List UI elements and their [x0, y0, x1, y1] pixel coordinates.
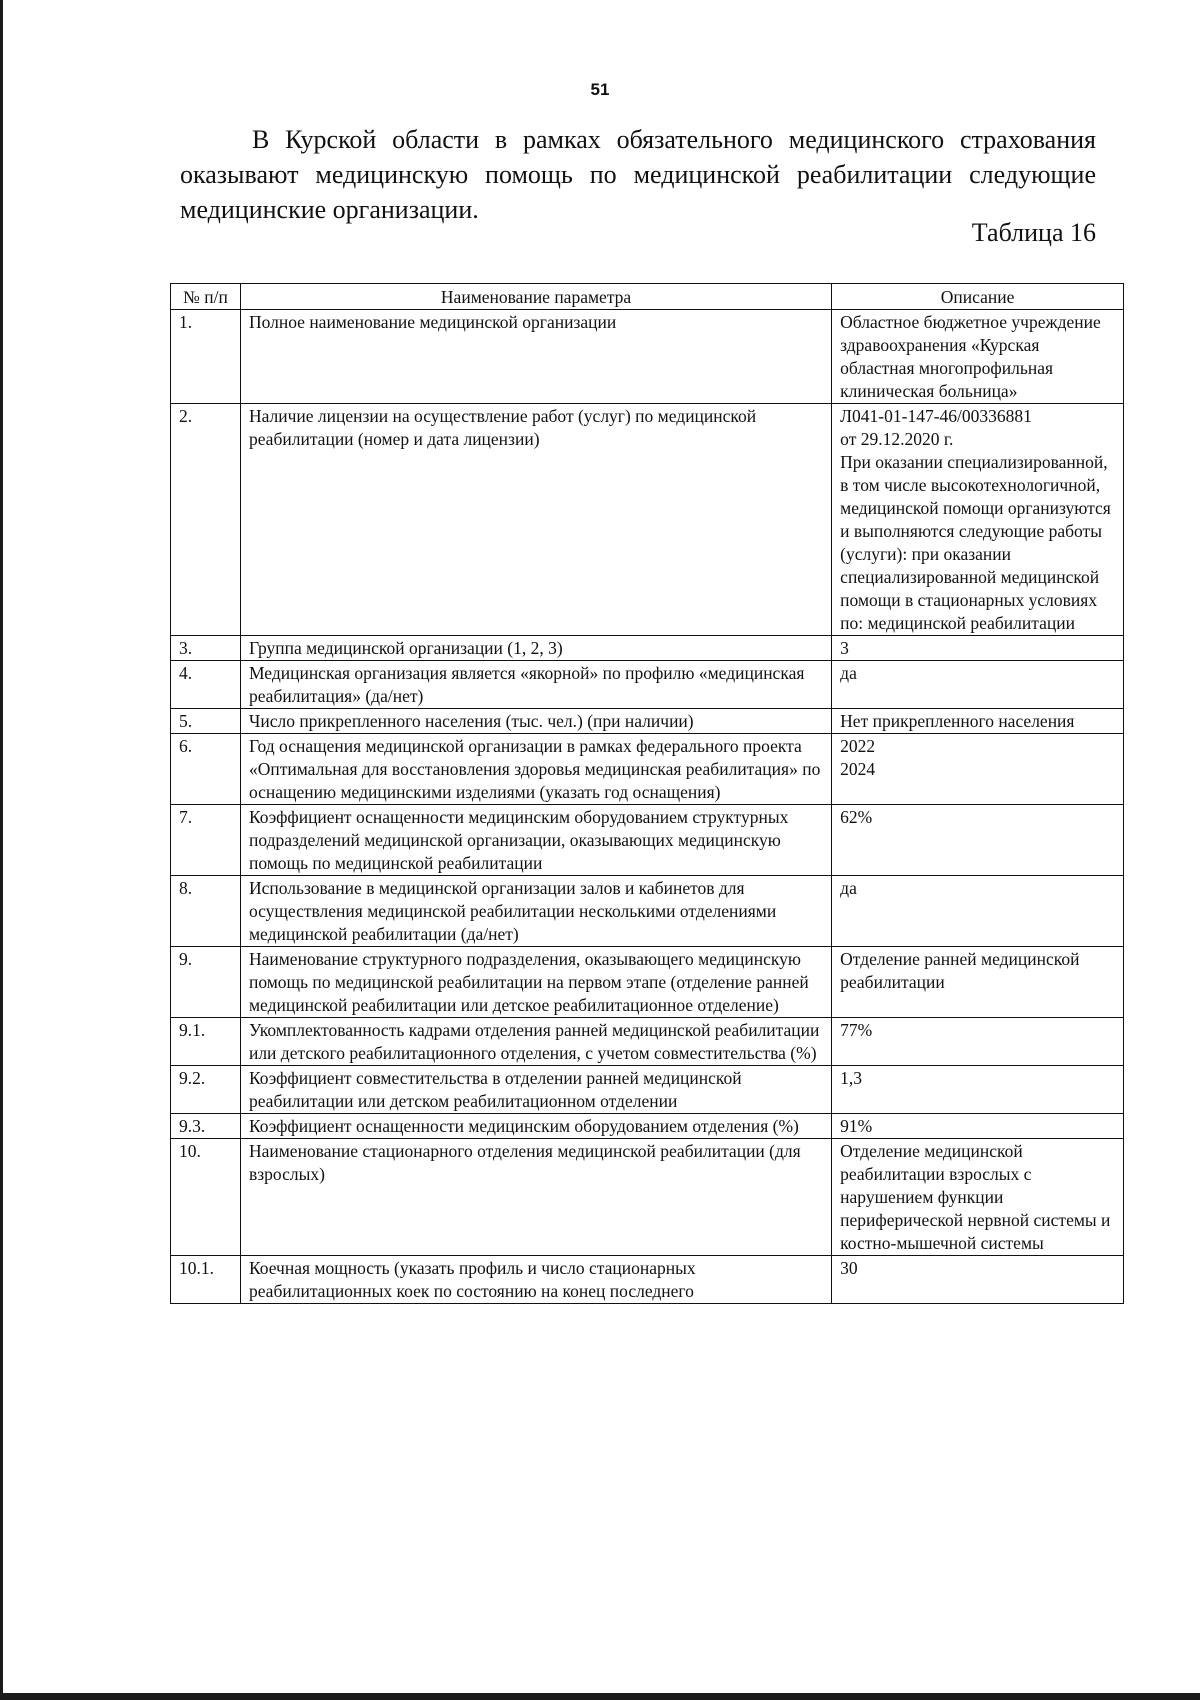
row-parameter-name: Число прикрепленного населения (тыс. чел.) (при наличии)	[240, 709, 831, 734]
table-row	[171, 1018, 1124, 1066]
row-description-text: 2022 2024	[840, 736, 876, 779]
row-description: Отделение ранней медицинской реабилитации	[832, 947, 1124, 1018]
header-number-label: № п/п	[183, 287, 228, 307]
row-number: 5.	[171, 709, 241, 734]
row-number: 8.	[171, 876, 241, 947]
row-number: 3.	[171, 636, 241, 661]
table-row	[171, 310, 1124, 404]
row-parameter-name: Коэффициент оснащенности медицинским оборудованием структурных подразделений медицинской организации, оказывающих медицинскую помощь по медицинской реабилитации	[240, 805, 831, 876]
row-number: 1.	[171, 310, 241, 404]
table-row	[171, 661, 1124, 709]
row-description	[832, 734, 1124, 805]
row-number: 10.1.	[171, 1256, 241, 1304]
row-description: 77%	[832, 1018, 1124, 1066]
table-caption: Таблица 16	[971, 218, 1096, 247]
table-row	[171, 709, 1124, 734]
row-description: Отделение медицинской реабилитации взрослых с нарушением функции периферической нервной системы и костно-мышечной системы	[832, 1139, 1124, 1256]
row-parameter-name: Наименование структурного подразделения, оказывающего медицинскую помощь по медицинской реабилитации на первом этапе (отделение ранней медицинской реабилитации или детское реабилитационное отделение)	[240, 947, 831, 1018]
table-row	[171, 404, 1124, 636]
row-description: 1,3	[832, 1066, 1124, 1114]
parameters-table	[170, 283, 1124, 1304]
row-parameter-name: Медицинская организация является «якорной» по профилю «медицинская реабилитация» (да/нет)	[240, 661, 831, 709]
row-number: 7.	[171, 805, 241, 876]
row-description: 91%	[832, 1114, 1124, 1139]
table-row	[171, 805, 1124, 876]
page-number: 51	[590, 80, 610, 99]
table-row	[171, 1139, 1124, 1256]
row-parameter-name: Коэффициент совместительства в отделении ранней медицинской реабилитации или детском реабилитационном отделении	[240, 1066, 831, 1114]
row-description: Областное бюджетное учреждение здравоохранения «Курская областная многопрофильная клиническая больница»	[832, 310, 1124, 404]
row-parameter-name: Использование в медицинской организации залов и кабинетов для осуществления медицинской реабилитации несколькими отделениями медицинской реабилитации (да/нет)	[240, 876, 831, 947]
table-row	[171, 947, 1124, 1018]
row-parameter-name: Группа медицинской организации (1, 2, 3)	[240, 636, 831, 661]
row-number: 9.	[171, 947, 241, 1018]
row-description	[832, 404, 1124, 636]
table-row	[171, 876, 1124, 947]
row-description: да	[832, 876, 1124, 947]
header-number	[171, 284, 241, 310]
row-number: 9.3.	[171, 1114, 241, 1139]
scan-border-left	[0, 0, 3, 1700]
scan-border-bottom	[0, 1693, 1200, 1700]
row-parameter-name: Укомплектованность кадрами отделения ранней медицинской реабилитации или детского реабилитационного отделения, с учетом совместительства (%)	[240, 1018, 831, 1066]
row-parameter-name: Наличие лицензии на осуществление работ (услуг) по медицинской реабилитации (номер и дата лицензии)	[240, 404, 831, 636]
row-number: 9.1.	[171, 1018, 241, 1066]
header-parameter-name: Наименование параметра	[240, 284, 831, 310]
table-row	[171, 734, 1124, 805]
row-description: 3	[832, 636, 1124, 661]
row-number: 9.2.	[171, 1066, 241, 1114]
row-description-text: Л041-01-147-46/00336881 от 29.12.2020 г. При оказании специализированной, в том числе высокотехнологичной, медицинской помощи организуются и выполняются следующие работы (услуги): при оказании специализированной медицинской помощи в стационарных условиях по: медицинской реабилитации	[840, 406, 1111, 633]
table-row	[171, 1256, 1124, 1304]
row-parameter-name: Коечная мощность (указать профиль и число стационарных реабилитационных коек по состоянию на конец последнего	[240, 1256, 831, 1304]
intro-paragraph: В Курской области в рамках обязательного медицинского страхования оказывают медицинскую помощь по медицинской реабилитации следующие медицинские организации.	[180, 125, 1096, 224]
row-parameter-name: Коэффициент оснащенности медицинским оборудованием отделения (%)	[240, 1114, 831, 1139]
row-parameter-name: Год оснащения медицинской организации в рамках федерального проекта «Оптимальная для восстановления здоровья медицинская реабилитация» по оснащению медицинскими изделиями (указать год оснащения)	[240, 734, 831, 805]
table-row	[171, 636, 1124, 661]
row-number: 10.	[171, 1139, 241, 1256]
row-parameter-name: Наименование стационарного отделения медицинской реабилитации (для взрослых)	[240, 1139, 831, 1256]
row-number: 6.	[171, 734, 241, 805]
row-parameter-name: Полное наименование медицинской организации	[240, 310, 831, 404]
table-row	[171, 1114, 1124, 1139]
row-description: да	[832, 661, 1124, 709]
table-header-row	[171, 284, 1124, 310]
row-number: 2.	[171, 404, 241, 636]
row-number: 4.	[171, 661, 241, 709]
row-description: 30	[832, 1256, 1124, 1304]
row-description: 62%	[832, 805, 1124, 876]
table-row	[171, 1066, 1124, 1114]
row-description: Нет прикрепленного населения	[832, 709, 1124, 734]
header-description: Описание	[832, 284, 1124, 310]
